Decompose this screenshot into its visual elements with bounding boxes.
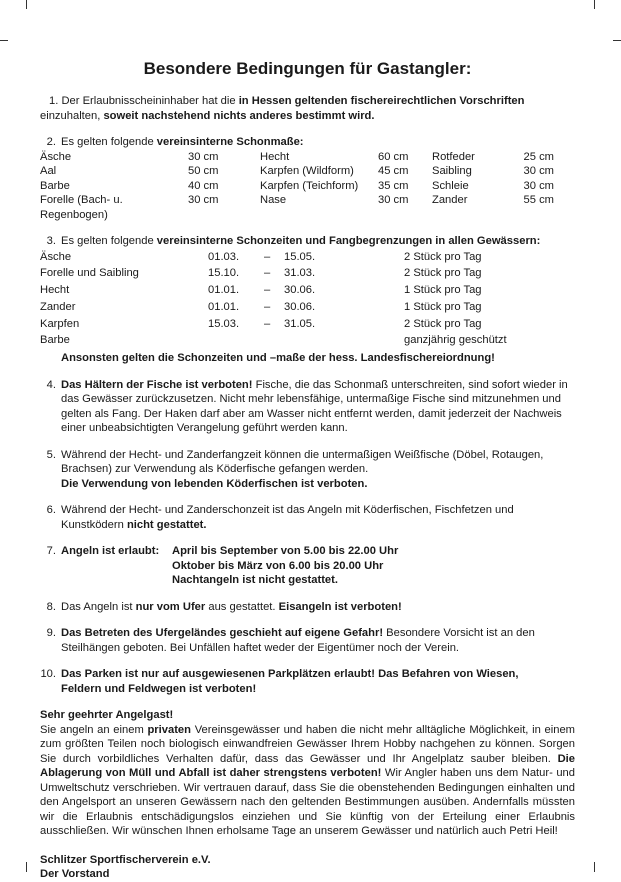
min-size: 45 cm bbox=[378, 165, 409, 177]
item-bold-text: nicht gestattet. bbox=[126, 518, 207, 531]
fish-name: Hecht bbox=[260, 150, 290, 163]
min-size: 30 cm bbox=[188, 150, 219, 163]
crop-mark-right bbox=[613, 40, 621, 41]
season-dash bbox=[264, 332, 284, 349]
crop-mark-left bbox=[0, 40, 8, 41]
item-text: Es gelten folgende bbox=[61, 136, 157, 148]
letter-greeting: Sehr geehrter Angelgast! bbox=[40, 709, 174, 722]
item-number: 2. bbox=[46, 136, 56, 148]
condition-1 bbox=[40, 94, 575, 123]
item-text: Es gelten folgende bbox=[61, 235, 157, 247]
season-start: 01.03. bbox=[208, 250, 240, 263]
signature bbox=[40, 853, 575, 882]
catch-limit: 1 Stück pro Tag bbox=[404, 284, 482, 297]
signature-organization: Schlitzer Sportfischerverein e.V. bbox=[40, 853, 211, 866]
item-bold-text: Das Betreten des Ufergeländes geschieht auf eigene Gefahr! bbox=[61, 627, 384, 640]
item-bold-text: Ansonsten gelten die Schonzeiten und –maße der hess. Landesfischereiordnung! bbox=[61, 352, 495, 365]
item-text: einzuhalten, bbox=[40, 109, 104, 122]
season-end: 30.06. bbox=[284, 284, 316, 297]
fish-name: Karpfen (Teichform) bbox=[260, 179, 359, 192]
letter-text: Wir Angler haben uns dem Natur- und Umweltschutz verschrieben. Wir vertrauen darauf, dass Sie die obenstehenden Bedingungen einhalten und den Angelsport an unseren Gewässern nach den geltenden Bestimmungen ausüben. Andernfalls müssten wir die Erlaubnis entschädigungslos einziehen und Sie künftig von der Erteilung einer Erlaubnis ausschließen. Wir wünschen Ihnen erholsame Tage an unserem Gewässer und natürlich auch Petri Heil! bbox=[40, 767, 575, 838]
season-start bbox=[208, 332, 264, 349]
item-text: Fische, die das Schonmaß unterschreiten, sind sofort wieder in das Gewässer zurückzusetzen. Nicht mehr lebensfähige, untermaßige Fische sind mitzunehmen und gelten als Fang. Der Haken darf aber am Wasser nicht entfernt werden, damit jederzeit der Nachweis einer unbeabsichtigten Verangelung geführt werden kann. bbox=[61, 378, 568, 435]
fish-name: Zander bbox=[432, 194, 468, 206]
item-bold-text: vereinsinterne Schonmaße: bbox=[156, 136, 304, 148]
item-number: 7. bbox=[46, 545, 56, 558]
season-dash: – bbox=[264, 267, 271, 280]
item-number: 3. bbox=[46, 235, 56, 247]
season-start: 15.03. bbox=[208, 317, 240, 330]
table-row bbox=[40, 332, 575, 349]
fish-name: Äsche bbox=[40, 150, 72, 163]
fish-name: Aal bbox=[40, 165, 57, 177]
fish-name: Karpfen (Wildform) bbox=[260, 165, 354, 177]
table-row bbox=[40, 265, 575, 282]
letter-body bbox=[40, 723, 575, 839]
season-dash: – bbox=[264, 317, 271, 330]
item-text: Während der Hecht- und Zanderschonzeit ist das Angeln mit Köderfischen, Fischfetzen und Kunstködern bbox=[61, 504, 514, 531]
season-start: 01.01. bbox=[208, 300, 240, 313]
item-number: 6. bbox=[46, 504, 56, 517]
document-page bbox=[40, 58, 575, 882]
item-bold-text: vereinsinterne Schonzeiten und Fangbegrenzungen in allen Gewässern: bbox=[156, 235, 541, 247]
item-number: 1. bbox=[49, 95, 59, 107]
catch-limit: ganzjährig geschützt bbox=[404, 334, 507, 347]
closed-season-table bbox=[40, 249, 575, 350]
item-bold-text: Das Parken ist nur auf ausgewiesenen Parkplätzen erlaubt! Das Befahren von Wiesen, Feldern und Feldwegen ist verboten! bbox=[61, 668, 519, 695]
condition-6 bbox=[40, 503, 575, 532]
fish-name: Rotfeder bbox=[432, 150, 475, 163]
page-title: Besondere Bedingungen für Gastangler: bbox=[143, 59, 472, 78]
condition-2 bbox=[40, 135, 575, 222]
min-size: 30 cm bbox=[523, 179, 554, 192]
fish-name: Forelle (Bach- u. Regenbogen) bbox=[40, 194, 123, 221]
season-dash: – bbox=[264, 300, 271, 313]
letter-text: Vereinsgewässer und haben die nicht mehr alltägliche Möglichkeit, in einem zum größten Teilen noch biologisch einwandfreien Gewässer Ihrem Hobby nachgehen zu können. Sorgen Sie durch vorbildliches Verhalten dafür, dass das Gewässer und Ihr Angelplatz sauber bleiben. bbox=[40, 723, 575, 765]
fish-name: Zander bbox=[40, 300, 76, 313]
season-start: 01.01. bbox=[208, 284, 240, 297]
item-number: 9. bbox=[46, 627, 56, 640]
fishing-times-label: Angeln ist erlaubt: bbox=[61, 545, 160, 558]
catch-limit: 1 Stück pro Tag bbox=[404, 300, 482, 313]
item-number: 5. bbox=[46, 448, 56, 461]
item-text: Das Angeln ist bbox=[61, 600, 136, 613]
season-dash: – bbox=[264, 284, 271, 297]
item-bold-text: soweit nachstehend nichts anderes bestimmt wird. bbox=[103, 109, 375, 122]
fish-name: Schleie bbox=[432, 179, 469, 192]
minimum-size-table bbox=[40, 150, 575, 223]
fish-name: Äsche bbox=[40, 250, 72, 263]
fish-name: Saibling bbox=[432, 165, 472, 177]
catch-limit: 2 Stück pro Tag bbox=[404, 317, 482, 330]
catch-limit: 2 Stück pro Tag bbox=[404, 250, 482, 263]
condition-5 bbox=[40, 448, 575, 492]
condition-7 bbox=[40, 544, 575, 588]
item-bold-text: in Hessen geltenden fischereirechtlichen Vorschriften bbox=[238, 95, 525, 107]
catch-limit: 2 Stück pro Tag bbox=[404, 267, 482, 280]
season-end bbox=[284, 332, 404, 349]
item-bold-text: nur vom Ufer bbox=[135, 600, 206, 613]
min-size: 30 cm bbox=[188, 194, 219, 206]
item-number: 4. bbox=[46, 378, 56, 391]
table-row bbox=[40, 316, 575, 333]
item-text: Besondere Vorsicht ist an den Steilhängen geboten. Bei Unfällen haftet weder der Eigentümer noch der Verein. bbox=[61, 627, 535, 654]
night-fishing-note: Nachtangeln ist nicht gestattet. bbox=[172, 574, 338, 587]
item-text: Während der Hecht- und Zanderfangzeit können die untermaßigen Weißfische (Döbel, Rotaugen, Brachsen) zur Verwendung als Köderfische gefangen werden. bbox=[61, 448, 544, 476]
condition-4 bbox=[40, 378, 575, 436]
condition-10 bbox=[40, 667, 575, 696]
signature-role: Der Vorstand bbox=[40, 868, 110, 881]
guest-letter bbox=[40, 708, 575, 839]
item-bold-text: Die Verwendung von lebenden Köderfischen ist verboten. bbox=[61, 477, 368, 490]
fish-name: Barbe bbox=[40, 179, 70, 192]
season-end: 30.06. bbox=[284, 300, 316, 313]
fish-name: Barbe bbox=[40, 334, 70, 347]
table-row bbox=[40, 282, 575, 299]
min-size: 50 cm bbox=[188, 165, 219, 177]
min-size: 30 cm bbox=[523, 165, 554, 177]
crop-frame-top bbox=[26, 0, 595, 9]
item-bold-text: Das Hältern der Fische ist verboten! bbox=[61, 378, 253, 391]
condition-8 bbox=[40, 600, 575, 615]
fish-name: Nase bbox=[260, 194, 287, 206]
min-size: 35 cm bbox=[378, 179, 409, 192]
letter-bold-text: privaten bbox=[147, 723, 191, 736]
season-end: 31.05. bbox=[284, 317, 316, 330]
min-size: 40 cm bbox=[188, 179, 219, 192]
letter-bold-text: Die Ablagerung von Müll und Abfall ist daher strengstens verboten! bbox=[40, 752, 575, 780]
condition-9 bbox=[40, 626, 575, 655]
min-size: 25 cm bbox=[523, 150, 554, 163]
fishing-times-summer: April bis September von 5.00 bis 22.00 Uhr bbox=[172, 545, 399, 558]
table-row bbox=[40, 150, 575, 165]
item-bold-text: Eisangeln ist verboten! bbox=[278, 600, 402, 613]
table-row bbox=[40, 299, 575, 316]
letter-text: Sie angeln an einem bbox=[40, 723, 148, 736]
min-size: 30 cm bbox=[378, 194, 409, 206]
season-end: 31.03. bbox=[284, 267, 316, 280]
fish-name: Hecht bbox=[40, 284, 70, 297]
table-row bbox=[40, 193, 575, 222]
fishing-times-winter: Oktober bis März von 6.00 bis 20.00 Uhr bbox=[172, 559, 384, 572]
season-start: 15.10. bbox=[208, 267, 240, 280]
item-number: 10. bbox=[40, 668, 56, 681]
item-text: Der Erlaubnisscheininhaber hat die bbox=[61, 95, 239, 107]
season-dash: – bbox=[264, 250, 271, 263]
item-number: 8. bbox=[46, 600, 56, 613]
season-end: 15.05. bbox=[284, 250, 316, 263]
fish-name: Karpfen bbox=[40, 317, 80, 330]
table-row bbox=[40, 179, 575, 194]
table-row bbox=[40, 249, 575, 266]
item-text: aus gestattet. bbox=[205, 600, 279, 613]
min-size: 55 cm bbox=[523, 194, 554, 206]
fish-name: Forelle und Saibling bbox=[40, 267, 139, 280]
table-row bbox=[40, 164, 575, 179]
min-size: 60 cm bbox=[378, 150, 409, 163]
condition-3 bbox=[40, 234, 575, 366]
